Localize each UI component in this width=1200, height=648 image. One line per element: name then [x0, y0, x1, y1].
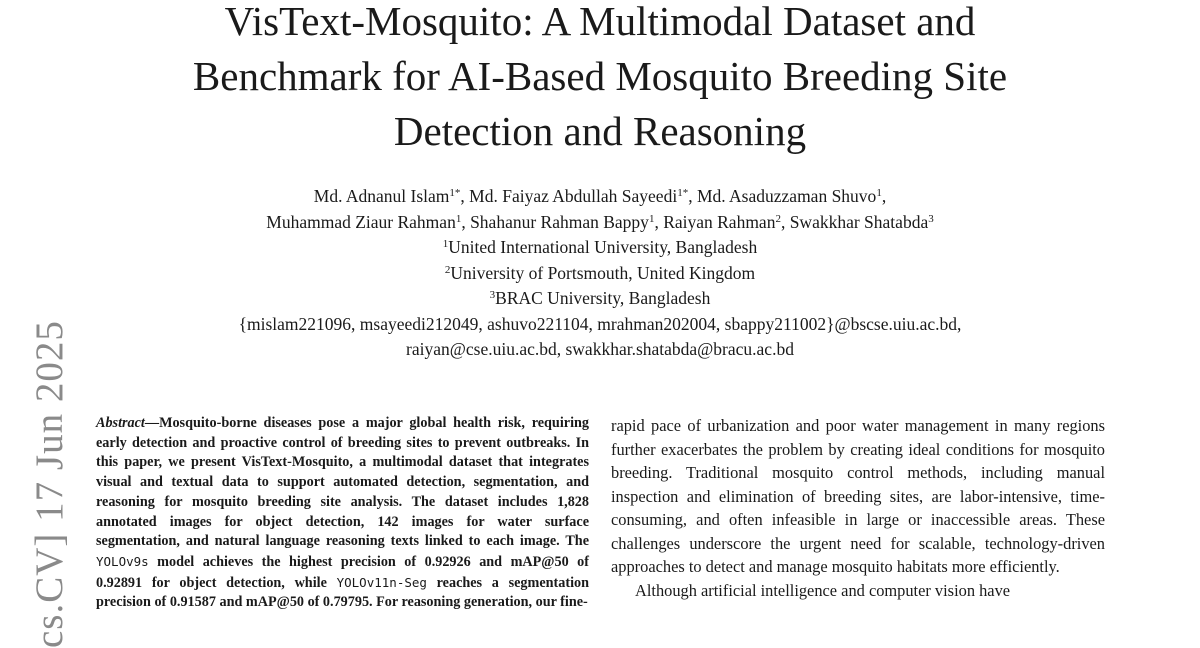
model-name: YOLOv9s	[96, 553, 149, 569]
separator: ,	[780, 211, 790, 232]
author-name: Swakkhar Shatabda	[789, 211, 929, 232]
author-name: Md. Asaduzzaman Shuvo	[696, 186, 877, 206]
separator: ,	[881, 186, 887, 206]
affil-sup: 2	[444, 263, 451, 276]
separator: ,	[461, 211, 471, 232]
author-name: Raiyan Rahman	[663, 211, 776, 232]
author-affil: 1*	[449, 187, 461, 199]
abstract-text: Mosquito-borne diseases pose a major global health risk, requiring early detection and proactive control of breeding sites to prevent outbreaks. In this paper, we present VisText-Mosquito, a multimodal dataset that integrates visual and textual data to support automated detection, segmentation, and reasoning for mosquito breeding site analysis. The dataset includes 1,828 annotated images for object detection, 142 images for water surface segmentation, and natural language reasoning texts linked to each image. The	[96, 415, 589, 550]
author-affil: 3	[928, 212, 934, 225]
affil-name: University of Portsmouth, United Kingdom	[450, 262, 756, 283]
title-line: VisText-Mosquito: A Multimodal Dataset and	[224, 0, 976, 44]
intro-paragraph: Although artificial intelligence and computer vision have	[635, 580, 1011, 600]
paper-title	[100, 0, 1100, 159]
author-affil: 1	[648, 212, 655, 225]
affil-sup: 1	[442, 238, 449, 250]
affiliation-2	[100, 261, 1100, 287]
author-affil: 2	[775, 212, 781, 225]
author-line-1	[100, 184, 1100, 210]
abstract-label: Abstract	[96, 415, 145, 431]
separator: ,	[688, 186, 697, 206]
separator: ,	[460, 186, 470, 206]
email-line-2: raiyan@cse.uiu.ac.bd, swakkhar.shatabda@bracu.ac.bd	[406, 339, 794, 359]
affil-sup: 3	[489, 289, 496, 301]
intro-column	[611, 414, 1105, 602]
email-line-1: {mislam221096, msayeedi212049, ashuvo221104, mrahman202004, sbappy211002}@bscse.uiu.ac.bd,	[238, 313, 962, 334]
title-line: Detection and Reasoning	[393, 108, 807, 154]
abstract-dash: —	[144, 415, 160, 431]
arxiv-stamp: cs.CV] 17 Jun 2025	[28, 320, 71, 648]
abstract-text: reaches a segmentation precision of 0.91587 and mAP@50 of 0.79795. For reasoning generation, our fine-	[96, 574, 589, 611]
abstract-text: model achieves the highest precision of 0.92926 and mAP@50 of 0.92891 for object detection, while	[96, 553, 589, 591]
affiliation-1	[100, 235, 1100, 261]
abstract	[96, 414, 589, 613]
author-affil: 1	[455, 212, 462, 225]
author-affil: 1*	[677, 187, 689, 199]
separator: ,	[654, 211, 664, 232]
author-name: Md. Adnanul Islam	[313, 186, 450, 206]
affil-name: BRAC University, Bangladesh	[495, 288, 711, 308]
title-line: Benchmark for AI-Based Mosquito Breeding Site	[192, 53, 1008, 99]
author-block	[100, 184, 1100, 363]
intro-paragraph: rapid pace of urbanization and poor water management in many regions further exacerbates the problem by creating ideal conditions for mosquito breeding. Traditional mosquito control methods, including manual inspection and elimination of breeding sites, are labor-intensive, time-consuming, and often infeasible in large or inaccessible areas. These challenges underscore the urgent need for scalable, technology-driven approaches to detect and manage mosquito habitats more efficiently.	[611, 416, 1105, 576]
affiliation-3	[100, 286, 1100, 312]
author-line-2	[100, 210, 1100, 236]
affil-name: United International University, Bangladesh	[448, 237, 758, 257]
author-name: Muhammad Ziaur Rahman	[266, 211, 456, 232]
author-name: Shahanur Rahman Bappy	[470, 211, 649, 232]
author-affil: 1	[876, 187, 882, 199]
author-name: Md. Faiyaz Abdullah Sayeedi	[469, 186, 678, 206]
model-name: YOLOv11n-Seg	[336, 574, 427, 590]
